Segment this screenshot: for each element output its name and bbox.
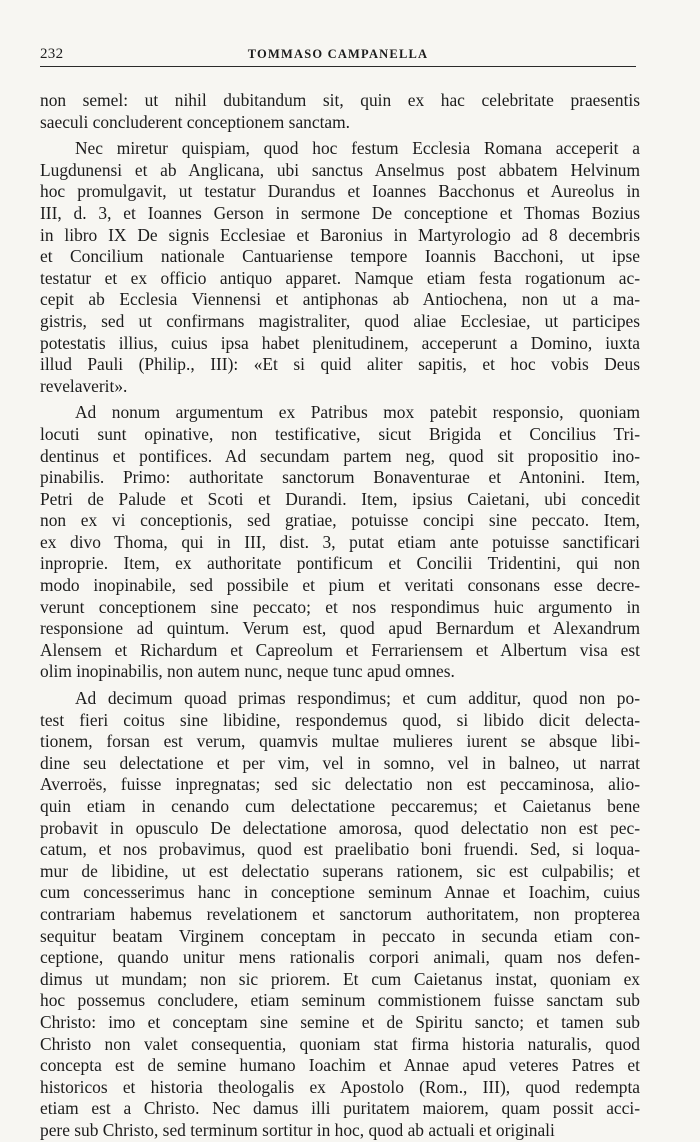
text-line: mur de libidine, ut est delectatio superans rationem, sic est culpabilis; et	[40, 860, 640, 881]
text-line: gistris, sed ut confirmans magistraliter, quod aliae Ecclesiae, ut participes	[40, 310, 640, 331]
text-line: pere sub Christo, sed terminum sortitur in hoc, quod ab actuali et originali	[40, 1119, 555, 1140]
text-line: probavit in opusculo De delectatione amorosa, quod delectatio non est pec-	[40, 817, 640, 838]
text-line: illud Pauli (Philip., III): «Et si quid aliter sapitis, et hoc vobis Deus	[40, 354, 640, 375]
text-line: cum concesserimus hanc in conceptione seminum Annae et Ioachim, cuius	[40, 882, 640, 903]
paragraph	[40, 90, 640, 133]
text-line: catum, et nos probavimus, quod est praelibatio boni fruendi. Sed, si loqua-	[40, 839, 640, 860]
text-line: hoc promulgavit, ut testatur Durandus et Ioannes Bacchonus et Aureolus in	[40, 181, 640, 202]
text-line: sequitur beatam Virginem conceptam in peccato in secunda etiam con-	[40, 925, 640, 946]
text-line: Averroës, fuisse inpregnatas; sed sic delectatio non est peccaminosa, alio-	[40, 774, 640, 795]
text-line: inproprie. Item, ex authoritate pontificum et Concilii Tridentini, qui non	[40, 553, 640, 574]
text-line: cepit ab Ecclesia Viennensi et antiphonas ab Antiochena, non ut a ma-	[40, 289, 640, 310]
body-text	[40, 90, 640, 1142]
text-line: quin etiam in cenando cum delectatione peccaremus; et Caietanus bene	[40, 796, 640, 816]
text-line: potestatis illius, cuius ipsa habet plenitudinem, acceperunt a Domino, iuxta	[40, 332, 640, 353]
text-line: Lugdunensi et ab Anglicana, ubi sanctus Anselmus post abbatem Helvinum	[40, 159, 640, 180]
text-line: in libro IX De signis Ecclesiae et Baronius in Martyrologio ad 8 decembris	[40, 224, 640, 245]
text-line: ex divo Thoma, qui in III, dist. 3, putat etiam ante potuisse sanctificari	[40, 531, 640, 552]
text-line: Christo non valet consequentia, quoniam stat firma historia naturalis, quod	[40, 1033, 640, 1054]
text-line: test fieri coitus sine libidine, respondemus quod, si libido dicit delecta-	[40, 709, 640, 730]
text-line: revelaverit».	[40, 375, 128, 396]
text-line: pinabilis. Primo: authoritate sanctorum Bonaventurae et Antonini. Item,	[40, 467, 640, 488]
text-line: ceptione, quando unitur mens rationalis corpori animali, quam nos defen-	[40, 947, 640, 968]
text-line: III, d. 3, et Ioannes Gerson in sermone De conceptione et Thomas Bozius	[40, 202, 640, 223]
text-line: responsione ad quintum. Verum est, quod apud Bernardum et Alexandrum	[40, 618, 640, 639]
text-line: verunt conceptionem sine peccato; et nos respondimus huic argumento in	[40, 596, 640, 617]
running-header	[40, 46, 636, 67]
text-line: Petri de Palude et Scoti et Durandi. Item, ipsius Caietani, ubi concedit	[40, 488, 640, 509]
text-line: modo inopinabile, sed possibile et pium et veritati consonans esse decre-	[40, 575, 640, 596]
paragraph	[40, 138, 640, 397]
text-line: Ad decimum quoad primas respondimus; et cum additur, quod non po-	[75, 688, 640, 709]
text-line: non semel: ut nihil dubitandum sit, quin ex hac celebritate praesentis	[40, 90, 640, 110]
text-line: tionem, forsan est verum, quamvis multae mulieres iurent se absque libi-	[40, 731, 640, 752]
text-line: non ex vi conceptionis, sed gratiae, potuisse concipi sine peccato. Item,	[40, 510, 640, 531]
text-line: dimus ut mundam; non sic priorem. Et cum Caietanus instat, quoniam ex	[40, 968, 640, 989]
text-line: et Concilium nationale Cantuariense tempore Ioannis Bacchoni, ut ipse	[40, 246, 640, 267]
text-line: saeculi concluderent conceptionem sanctam.	[40, 111, 350, 132]
text-line: etiam est a Christo. Nec damus illi puritatem maiorem, quam possit acci-	[40, 1098, 640, 1119]
text-line: dentinus et pontifices. Ad secundam partem neg, quod sit propositio ino-	[40, 445, 640, 466]
text-line: hoc possemus concludere, etiam seminum commistionem fuisse sanctam sub	[40, 990, 640, 1011]
text-line: Nec miretur quispiam, quod hoc festum Ecclesia Romana acceperit a	[75, 138, 640, 159]
text-line: Christo: imo et conceptam sine semine et de Spiritu sancto; et tamen sub	[40, 1011, 640, 1032]
text-line: dine seu delectatione et per vim, vel in somno, vel in balneo, ut narrat	[40, 752, 640, 773]
running-title: TOMMASO CAMPANELLA	[247, 47, 429, 61]
paragraph	[40, 688, 640, 1141]
text-line: concepta est de semine humano Ioachim et Annae apud veteres Patres et	[40, 1055, 640, 1076]
paragraph	[40, 402, 640, 683]
text-line: Alensem et Richardum et Capreolum et Ferrariensem et Albertum visa est	[40, 639, 640, 660]
text-line: olim inopinabilis, non autem nunc, neque tunc apud omnes.	[40, 661, 455, 682]
text-line: contrariam habemus revelationem et sanctorum authoritatem, non propterea	[40, 903, 640, 924]
text-line: historicos et historia theologalis ex Apostolo (Rom., III), quod redempta	[40, 1076, 640, 1097]
text-line: testatur et ex officio antiquo apparet. Namque etiam festa rogationum ac-	[40, 267, 640, 288]
page-number: 232	[40, 46, 64, 62]
text-line: Ad nonum argumentum ex Patribus mox patebit responsio, quoniam	[75, 402, 640, 423]
text-line: locuti sunt opinative, non testificative, sicut Brigida et Concilius Tri-	[40, 423, 640, 444]
